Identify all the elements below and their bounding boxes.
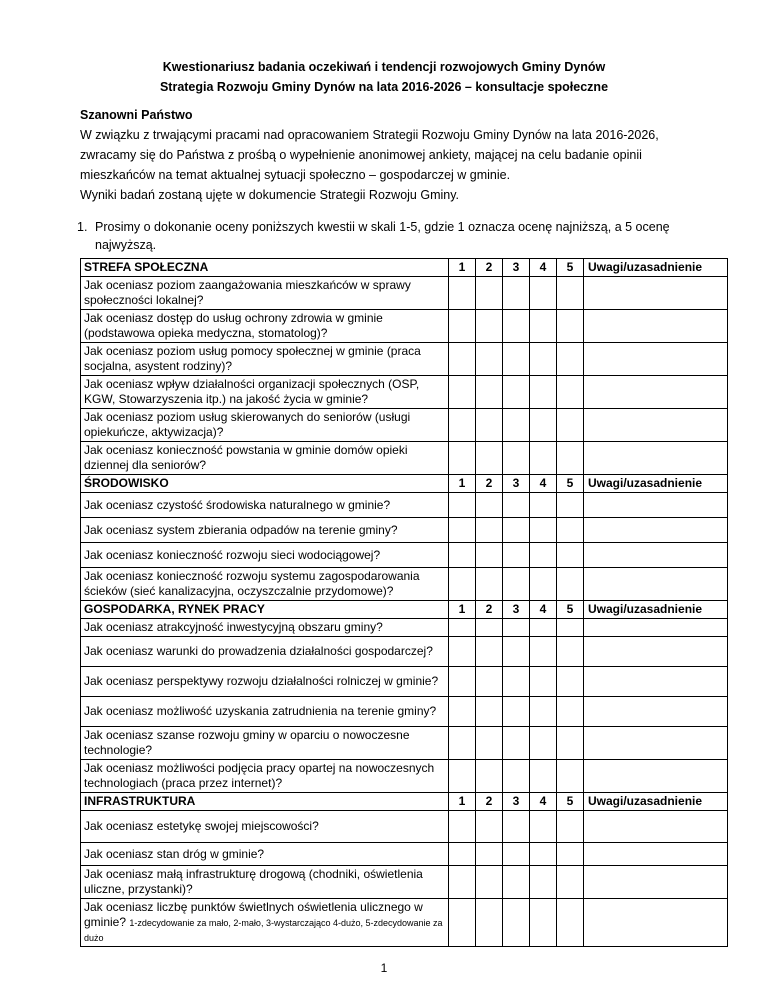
question-text: Jak oceniasz stan dróg w gminie? (81, 843, 449, 866)
rating-cell-5[interactable] (557, 343, 584, 376)
rating-cell-5[interactable] (557, 619, 584, 637)
rating-cell-2[interactable] (476, 409, 503, 442)
section-title: STREFA SPOŁECZNA (81, 259, 449, 277)
rating-cell-1[interactable] (449, 543, 476, 568)
rating-cell-2[interactable] (476, 866, 503, 899)
rating-cell-4[interactable] (530, 811, 557, 843)
remarks-cell[interactable] (584, 343, 728, 376)
rating-cell-1[interactable] (449, 667, 476, 697)
question-row (81, 543, 728, 568)
page-number: 1 (380, 961, 388, 975)
rating-cell-2[interactable] (476, 442, 503, 475)
rating-cell-3[interactable] (503, 277, 530, 310)
rating-cell-3[interactable] (503, 568, 530, 601)
question-text: Jak oceniasz konieczność powstania w gminie domów opieki dziennej dla seniorów? (81, 442, 449, 475)
rating-cell-2[interactable] (476, 343, 503, 376)
rating-cell-3[interactable] (503, 667, 530, 697)
rating-cell-3[interactable] (503, 697, 530, 727)
remarks-cell[interactable] (584, 442, 728, 475)
question-1-instruction (77, 218, 670, 254)
rating-cell-5[interactable] (557, 697, 584, 727)
question-row (81, 277, 728, 310)
rating-cell-4[interactable] (530, 899, 557, 947)
rating-cell-5[interactable] (557, 543, 584, 568)
rating-cell-4[interactable] (530, 667, 557, 697)
rating-table (80, 258, 728, 947)
question-text: Jak oceniasz liczbę punktów świetlnych oświetlenia ulicznego w gminie? (84, 900, 423, 929)
scale-label-2: 2 (476, 601, 503, 619)
greeting: Szanowni Państwo (80, 108, 193, 122)
rating-cell-3[interactable] (503, 343, 530, 376)
question-row (81, 811, 728, 843)
scale-label-1: 1 (449, 793, 476, 811)
rating-cell-2[interactable] (476, 899, 503, 947)
scale-label-5: 5 (557, 601, 584, 619)
rating-cell-4[interactable] (530, 310, 557, 343)
rating-cell-5[interactable] (557, 409, 584, 442)
rating-cell-3[interactable] (503, 811, 530, 843)
rating-cell-5[interactable] (557, 843, 584, 866)
rating-cell-4[interactable] (530, 697, 557, 727)
question-row (81, 727, 728, 760)
question-text: Jak oceniasz poziom usług pomocy społecznej w gminie (praca socjalna, asystent rodziny)? (81, 343, 449, 376)
scale-label-3: 3 (503, 259, 530, 277)
scale-label-1: 1 (449, 601, 476, 619)
question-row (81, 568, 728, 601)
question-text-with-note (81, 899, 449, 947)
rating-cell-3[interactable] (503, 543, 530, 568)
remarks-header: Uwagi/uzasadnienie (584, 601, 728, 619)
question-row (81, 376, 728, 409)
rating-cell-3[interactable] (503, 310, 530, 343)
question-row (81, 637, 728, 667)
scale-label-1: 1 (449, 475, 476, 493)
rating-cell-2[interactable] (476, 543, 503, 568)
rating-cell-2[interactable] (476, 727, 503, 760)
question-text: Jak oceniasz konieczność rozwoju systemu zagospodarowania ścieków (sieć kanalizacyjna, oczyszczalnie przydomowe)? (81, 568, 449, 601)
rating-cell-3[interactable] (503, 493, 530, 518)
scale-label-5: 5 (557, 793, 584, 811)
rating-cell-1[interactable] (449, 310, 476, 343)
question-text: Jak oceniasz estetykę swojej miejscowości? (81, 811, 449, 843)
rating-cell-4[interactable] (530, 277, 557, 310)
question-text: Jak oceniasz możliwości podjęcia pracy opartej na nowoczesnych technologiach (praca przez internet)? (81, 760, 449, 793)
rating-cell-2[interactable] (476, 277, 503, 310)
rating-cell-3[interactable] (503, 376, 530, 409)
question-text: Jak oceniasz warunki do prowadzenia działalności gospodarczej? (81, 637, 449, 667)
remarks-cell[interactable] (584, 310, 728, 343)
question-text: Jak oceniasz dostęp do usług ochrony zdrowia w gminie (podstawowa opieka medyczna, stomatolog)? (81, 310, 449, 343)
section-title: ŚRODOWISKO (81, 475, 449, 493)
question-text: Jak oceniasz konieczność rozwoju sieci wodociągowej? (81, 543, 449, 568)
rating-cell-4[interactable] (530, 343, 557, 376)
document-title: Kwestionariusz badania oczekiwań i tendencji rozwojowych Gminy Dynów (162, 60, 606, 74)
rating-cell-2[interactable] (476, 667, 503, 697)
question-text: Jak oceniasz poziom usług skierowanych do seniorów (usługi opiekuńcze, aktywizacja)? (81, 409, 449, 442)
question-row (81, 343, 728, 376)
remarks-header: Uwagi/uzasadnienie (584, 259, 728, 277)
question-row (81, 310, 728, 343)
rating-cell-4[interactable] (530, 637, 557, 667)
rating-cell-4[interactable] (530, 843, 557, 866)
section-header-row (81, 601, 728, 619)
rating-cell-1[interactable] (449, 376, 476, 409)
remarks-cell[interactable] (584, 376, 728, 409)
rating-cell-4[interactable] (530, 493, 557, 518)
section-title: INFRASTRUKTURA (81, 793, 449, 811)
rating-cell-1[interactable] (449, 899, 476, 947)
remarks-cell[interactable] (584, 697, 728, 727)
rating-cell-3[interactable] (503, 899, 530, 947)
rating-cell-3[interactable] (503, 843, 530, 866)
remarks-cell[interactable] (584, 866, 728, 899)
rating-cell-1[interactable] (449, 619, 476, 637)
section-header-row (81, 475, 728, 493)
remarks-cell[interactable] (584, 568, 728, 601)
rating-cell-1[interactable] (449, 518, 476, 543)
scale-label-3: 3 (503, 793, 530, 811)
scale-label-1: 1 (449, 259, 476, 277)
rating-cell-5[interactable] (557, 376, 584, 409)
rating-cell-1[interactable] (449, 866, 476, 899)
rating-cell-2[interactable] (476, 310, 503, 343)
remarks-cell[interactable] (584, 277, 728, 310)
scale-label-4: 4 (530, 475, 557, 493)
rating-cell-5[interactable] (557, 310, 584, 343)
scale-note: 1-zdecydowanie za mało, 2-mało, 3-wystarczająco 4-dużo, 5-zdecydowanie za dużo (84, 918, 443, 943)
rating-cell-2[interactable] (476, 637, 503, 667)
scale-label-4: 4 (530, 601, 557, 619)
remarks-cell[interactable] (584, 543, 728, 568)
rating-cell-1[interactable] (449, 760, 476, 793)
question-number: 1. (77, 220, 88, 234)
question-row (81, 843, 728, 866)
rating-cell-4[interactable] (530, 543, 557, 568)
remarks-cell[interactable] (584, 727, 728, 760)
question-text: Jak oceniasz system zbierania odpadów na terenie gminy? (81, 518, 449, 543)
rating-cell-5[interactable] (557, 727, 584, 760)
rating-cell-2[interactable] (476, 760, 503, 793)
remarks-cell[interactable] (584, 518, 728, 543)
scale-label-3: 3 (503, 601, 530, 619)
rating-cell-2[interactable] (476, 619, 503, 637)
rating-cell-5[interactable] (557, 811, 584, 843)
rating-cell-1[interactable] (449, 493, 476, 518)
question-row (81, 899, 728, 947)
question-row (81, 866, 728, 899)
rating-cell-1[interactable] (449, 697, 476, 727)
rating-cell-3[interactable] (503, 866, 530, 899)
remarks-header: Uwagi/uzasadnienie (584, 475, 728, 493)
question-text: Jak oceniasz czystość środowiska naturalnego w gminie? (81, 493, 449, 518)
rating-cell-3[interactable] (503, 760, 530, 793)
intro-note: Wyniki badań zostaną ujęte w dokumencie Strategii Rozwoju Gminy. (80, 188, 460, 202)
rating-cell-5[interactable] (557, 899, 584, 947)
rating-cell-1[interactable] (449, 637, 476, 667)
remarks-cell[interactable] (584, 637, 728, 667)
rating-cell-2[interactable] (476, 493, 503, 518)
rating-cell-5[interactable] (557, 518, 584, 543)
question-text: Jak oceniasz szanse rozwoju gminy w oparciu o nowoczesne technologie? (81, 727, 449, 760)
question-text: Jak oceniasz perspektywy rozwoju działalności rolniczej w gminie? (81, 667, 449, 697)
question-row (81, 493, 728, 518)
scale-label-2: 2 (476, 475, 503, 493)
rating-cell-4[interactable] (530, 518, 557, 543)
rating-cell-5[interactable] (557, 493, 584, 518)
question-row (81, 667, 728, 697)
remarks-cell[interactable] (584, 409, 728, 442)
scale-label-5: 5 (557, 475, 584, 493)
rating-cell-4[interactable] (530, 727, 557, 760)
intro-paragraph (80, 125, 680, 205)
question-row (81, 518, 728, 543)
remarks-cell[interactable] (584, 843, 728, 866)
remarks-cell[interactable] (584, 619, 728, 637)
remarks-header: Uwagi/uzasadnienie (584, 793, 728, 811)
rating-cell-2[interactable] (476, 697, 503, 727)
scale-label-4: 4 (530, 793, 557, 811)
rating-cell-2[interactable] (476, 811, 503, 843)
rating-cell-2[interactable] (476, 568, 503, 601)
rating-cell-1[interactable] (449, 811, 476, 843)
section-title: GOSPODARKA, RYNEK PRACY (81, 601, 449, 619)
rating-cell-2[interactable] (476, 518, 503, 543)
remarks-cell[interactable] (584, 811, 728, 843)
rating-cell-1[interactable] (449, 409, 476, 442)
rating-cell-5[interactable] (557, 568, 584, 601)
rating-cell-4[interactable] (530, 619, 557, 637)
rating-cell-3[interactable] (503, 637, 530, 667)
remarks-cell[interactable] (584, 899, 728, 947)
rating-cell-3[interactable] (503, 619, 530, 637)
rating-cell-1[interactable] (449, 727, 476, 760)
rating-cell-1[interactable] (449, 277, 476, 310)
question-row (81, 442, 728, 475)
question-row (81, 619, 728, 637)
rating-cell-5[interactable] (557, 442, 584, 475)
rating-cell-4[interactable] (530, 760, 557, 793)
scale-label-2: 2 (476, 259, 503, 277)
section-header-row (81, 259, 728, 277)
question-text: Jak oceniasz wpływ działalności organizacji społecznych (OSP, KGW, Stowarzyszenia itp.) na jakość życia w gminie? (81, 376, 449, 409)
rating-cell-1[interactable] (449, 568, 476, 601)
question-text: Jak oceniasz poziom zaangażowania mieszkańców w sprawy społeczności lokalnej? (81, 277, 449, 310)
rating-cell-1[interactable] (449, 843, 476, 866)
scale-label-4: 4 (530, 259, 557, 277)
question-row (81, 409, 728, 442)
question-text: Jak oceniasz atrakcyjność inwestycyjną obszaru gminy? (81, 619, 449, 637)
rating-cell-2[interactable] (476, 843, 503, 866)
rating-cell-3[interactable] (503, 442, 530, 475)
remarks-cell[interactable] (584, 493, 728, 518)
question-text: Jak oceniasz małą infrastrukturę drogową (chodniki, oświetlenia uliczne, przystanki)? (81, 866, 449, 899)
document-subtitle: Strategia Rozwoju Gminy Dynów na lata 2016-2026 – konsultacje społeczne (159, 80, 609, 94)
rating-cell-5[interactable] (557, 866, 584, 899)
question-text: Prosimy o dokonanie oceny poniższych kwestii w skali 1-5, gdzie 1 oznacza ocenę najniższą, a 5 ocenę najwyższą. (95, 220, 670, 252)
rating-cell-5[interactable] (557, 637, 584, 667)
remarks-cell[interactable] (584, 760, 728, 793)
rating-cell-5[interactable] (557, 277, 584, 310)
remarks-cell[interactable] (584, 667, 728, 697)
scale-label-5: 5 (557, 259, 584, 277)
rating-cell-1[interactable] (449, 343, 476, 376)
rating-cell-1[interactable] (449, 442, 476, 475)
rating-cell-4[interactable] (530, 409, 557, 442)
section-header-row (81, 793, 728, 811)
question-row (81, 697, 728, 727)
intro-text: W związku z trwającymi pracami nad opracowaniem Strategii Rozwoju Gminy Dynów na lata 2016-2026, zwracamy się do Państwa z prośbą o wypełnienie anonimowej ankiety, mającej na celu badanie opinii mieszkańców na temat aktualnej sytuacji społeczno – gospodarczej w gminie. (80, 128, 659, 182)
rating-cell-3[interactable] (503, 409, 530, 442)
rating-cell-4[interactable] (530, 376, 557, 409)
rating-cell-2[interactable] (476, 376, 503, 409)
rating-cell-5[interactable] (557, 667, 584, 697)
scale-label-2: 2 (476, 793, 503, 811)
rating-cell-3[interactable] (503, 518, 530, 543)
question-text: Jak oceniasz możliwość uzyskania zatrudnienia na terenie gminy? (81, 697, 449, 727)
rating-cell-4[interactable] (530, 442, 557, 475)
rating-cell-5[interactable] (557, 760, 584, 793)
question-row (81, 760, 728, 793)
rating-cell-4[interactable] (530, 568, 557, 601)
scale-label-3: 3 (503, 475, 530, 493)
rating-cell-4[interactable] (530, 866, 557, 899)
rating-cell-3[interactable] (503, 727, 530, 760)
